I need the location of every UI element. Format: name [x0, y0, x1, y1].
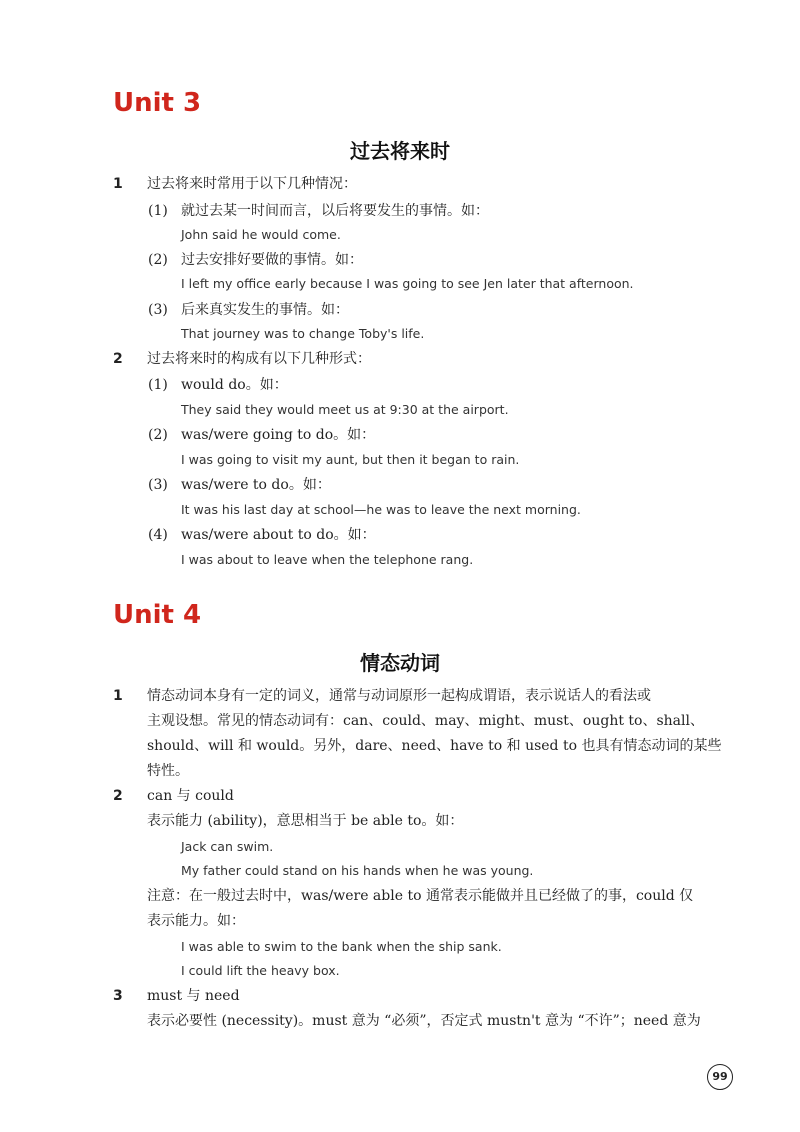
example-sentence: It was his last day at school—he was to leave the next morning.	[181, 502, 581, 517]
example-sentence: I could lift the heavy box.	[181, 963, 340, 978]
sub-item-text: 过去安排好要做的事情。如：	[181, 252, 363, 268]
page-number: 99	[707, 1064, 733, 1090]
example-sentence: Jack can swim.	[181, 839, 274, 854]
unit-3-heading: Unit 3	[113, 88, 202, 118]
point-number: 2	[113, 788, 123, 804]
example-sentence: That journey was to change Toby's life.	[181, 326, 425, 341]
point-number: 2	[113, 351, 123, 367]
point-number: 1	[113, 688, 123, 704]
note-line: 注意：在一般过去时中，was/were able to 通常表示能做并且已经做了的事，could 仅	[147, 888, 694, 904]
paragraph-line: 表示能力 (ability)，意思相当于 be able to。如：	[147, 813, 464, 829]
sub-item-text: would do。如：	[181, 377, 288, 393]
sub-item-number: (1)	[148, 203, 168, 219]
sub-item-text: was/were about to do。如：	[181, 527, 376, 543]
point-number: 3	[113, 988, 123, 1004]
sub-item-text: was/were to do。如：	[181, 477, 331, 493]
example-sentence: I left my office early because I was going to see Jen later that afternoon.	[181, 276, 634, 291]
note-line: 表示能力。如：	[147, 913, 245, 929]
sub-item-number: (2)	[148, 252, 168, 268]
sub-item-number: (1)	[148, 377, 168, 393]
point-heading: can 与 could	[147, 788, 234, 804]
sub-item-number: (3)	[148, 477, 168, 493]
sub-item-number: (3)	[148, 302, 168, 318]
sub-item-text: was/were going to do。如：	[181, 427, 376, 443]
sub-item-text: 后来真实发生的事情。如：	[181, 302, 349, 318]
example-sentence: John said he would come.	[181, 227, 341, 242]
sub-item-text: 就过去某一时间而言，以后将要发生的事情。如：	[181, 203, 489, 219]
example-sentence: I was about to leave when the telephone rang.	[181, 552, 474, 567]
point-text: 过去将来时常用于以下几种情况：	[147, 176, 357, 192]
unit-4-heading: Unit 4	[113, 600, 202, 630]
past-future-tense-title: 过去将来时	[350, 139, 450, 163]
point-heading: must 与 need	[147, 988, 240, 1004]
example-sentence: They said they would meet us at 9:30 at the airport.	[181, 402, 509, 417]
point-number: 1	[113, 176, 123, 192]
paragraph-line: 特性。	[147, 763, 189, 779]
sub-item-number: (4)	[148, 527, 168, 543]
paragraph-line: 主观设想。常见的情态动词有：can、could、may、might、must、ought to、shall、	[147, 713, 704, 729]
paragraph-line: should、will 和 would。另外，dare、need、have to 和 used to 也具有情态动词的某些	[147, 738, 722, 754]
sub-item-number: (2)	[148, 427, 168, 443]
example-sentence: My father could stand on his hands when he was young.	[181, 863, 534, 878]
modal-verbs-title: 情态动词	[360, 651, 440, 675]
example-sentence: I was going to visit my aunt, but then it began to rain.	[181, 452, 520, 467]
example-sentence: I was able to swim to the bank when the ship sank.	[181, 939, 502, 954]
point-text: 过去将来时的构成有以下几种形式：	[147, 351, 371, 367]
paragraph-line: 表示必要性 (necessity)。must 意为 “必须”，否定式 mustn't 意为 “不许”；need 意为	[147, 1013, 701, 1029]
paragraph-line: 情态动词本身有一定的词义，通常与动词原形一起构成谓语，表示说话人的看法或	[147, 688, 651, 704]
